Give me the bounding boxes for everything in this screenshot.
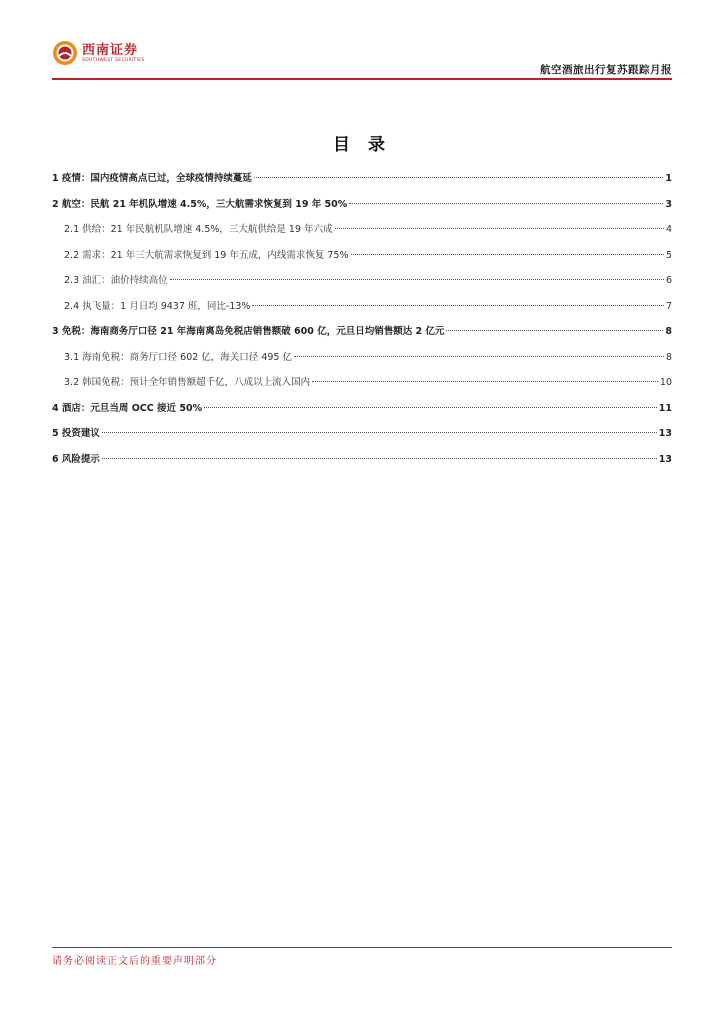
toc-entry-page: 5: [665, 249, 672, 261]
toc-entry[interactable]: [52, 172, 672, 198]
table-of-contents: [52, 172, 672, 478]
toc-entry-title: 2.2 需求：21 年三大航需求恢复到 19 年五成，内线需求恢复 75%: [64, 249, 349, 261]
logo-mark-icon: [52, 40, 78, 66]
toc-entry-page: 13: [658, 428, 672, 439]
toc-dot-leader: [349, 203, 663, 204]
toc-entry-page: 1: [665, 173, 672, 184]
footer-divider: [52, 947, 672, 948]
toc-dot-leader: [351, 254, 664, 255]
toc-heading: 目 录: [333, 135, 391, 155]
toc-dot-leader: [102, 432, 657, 433]
toc-entry[interactable]: [52, 325, 672, 351]
company-logo: [52, 40, 145, 66]
toc-entry-title: 3.1 海南免税：商务厅口径 602 亿，海关口径 495 亿: [64, 351, 292, 363]
toc-entry-page: 11: [658, 402, 672, 414]
logo-name-cn: 西南证券: [82, 42, 139, 58]
header-divider: [52, 78, 672, 80]
page-header: [52, 36, 672, 82]
toc-dot-leader: [294, 356, 664, 357]
toc-entry-title: 2 航空：民航 21 年机队增速 4.5%，三大航需求恢复到 19 年 50%: [52, 198, 348, 210]
toc-entry-title: 2.1 供给：21 年民航机队增速 4.5%，三大航供给是 19 年六成: [64, 224, 333, 235]
logo-name-en: SOUTHWEST SECURITIES: [82, 57, 145, 63]
toc-entry[interactable]: [52, 351, 672, 377]
toc-entry[interactable]: [52, 249, 672, 275]
toc-dot-leader: [102, 458, 657, 459]
toc-entry[interactable]: [52, 376, 672, 402]
toc-entry-title: 3 免税：海南商务厅口径 21 年海南离岛免税店销售额破 600 亿，元旦日均销售额达 2 亿元: [52, 326, 445, 337]
report-title: 航空酒旅出行复苏跟踪月报: [540, 64, 672, 76]
toc-entry[interactable]: [52, 427, 672, 453]
toc-entry[interactable]: [52, 300, 672, 326]
toc-entry-page: 6: [665, 275, 672, 286]
toc-entry[interactable]: [52, 402, 672, 428]
toc-entry-page: 10: [659, 377, 672, 388]
toc-entry-title: 5 投资建议: [52, 428, 100, 439]
toc-entry-title: 2.3 油汇：油价持续高位: [64, 275, 168, 286]
toc-entry-page: 7: [665, 300, 672, 312]
toc-entry[interactable]: [52, 223, 672, 249]
toc-dot-leader: [312, 381, 658, 382]
toc-entry-page: 13: [658, 453, 672, 465]
toc-entry-title: 1 疫情：国内疫情高点已过，全球疫情持续蔓延: [52, 173, 252, 184]
toc-entry[interactable]: [52, 274, 672, 300]
toc-dot-leader: [170, 279, 664, 280]
toc-entry[interactable]: [52, 198, 672, 224]
toc-entry-title: 2.4 执飞量：1 月日均 9437 班，同比-13%: [64, 300, 251, 312]
toc-entry-page: 8: [665, 351, 672, 363]
toc-entry-page: 8: [665, 326, 672, 337]
toc-entry-title: 3.2 韩国免税：预计全年销售额超千亿，八成以上流入国内: [64, 377, 311, 388]
toc-dot-leader: [204, 407, 657, 408]
toc-entry-title: 4 酒店：元旦当周 OCC 接近 50%: [52, 402, 203, 414]
toc-entry-page: 4: [665, 224, 672, 235]
toc-dot-leader: [252, 305, 664, 306]
toc-dot-leader: [335, 228, 664, 229]
toc-entry[interactable]: [52, 453, 672, 479]
toc-dot-leader: [254, 177, 663, 178]
footer-disclaimer: 请务必阅读正文后的重要声明部分: [52, 956, 217, 967]
toc-entry-page: 3: [665, 198, 672, 210]
toc-entry-title: 6 风险提示: [52, 453, 100, 465]
toc-dot-leader: [446, 330, 663, 331]
